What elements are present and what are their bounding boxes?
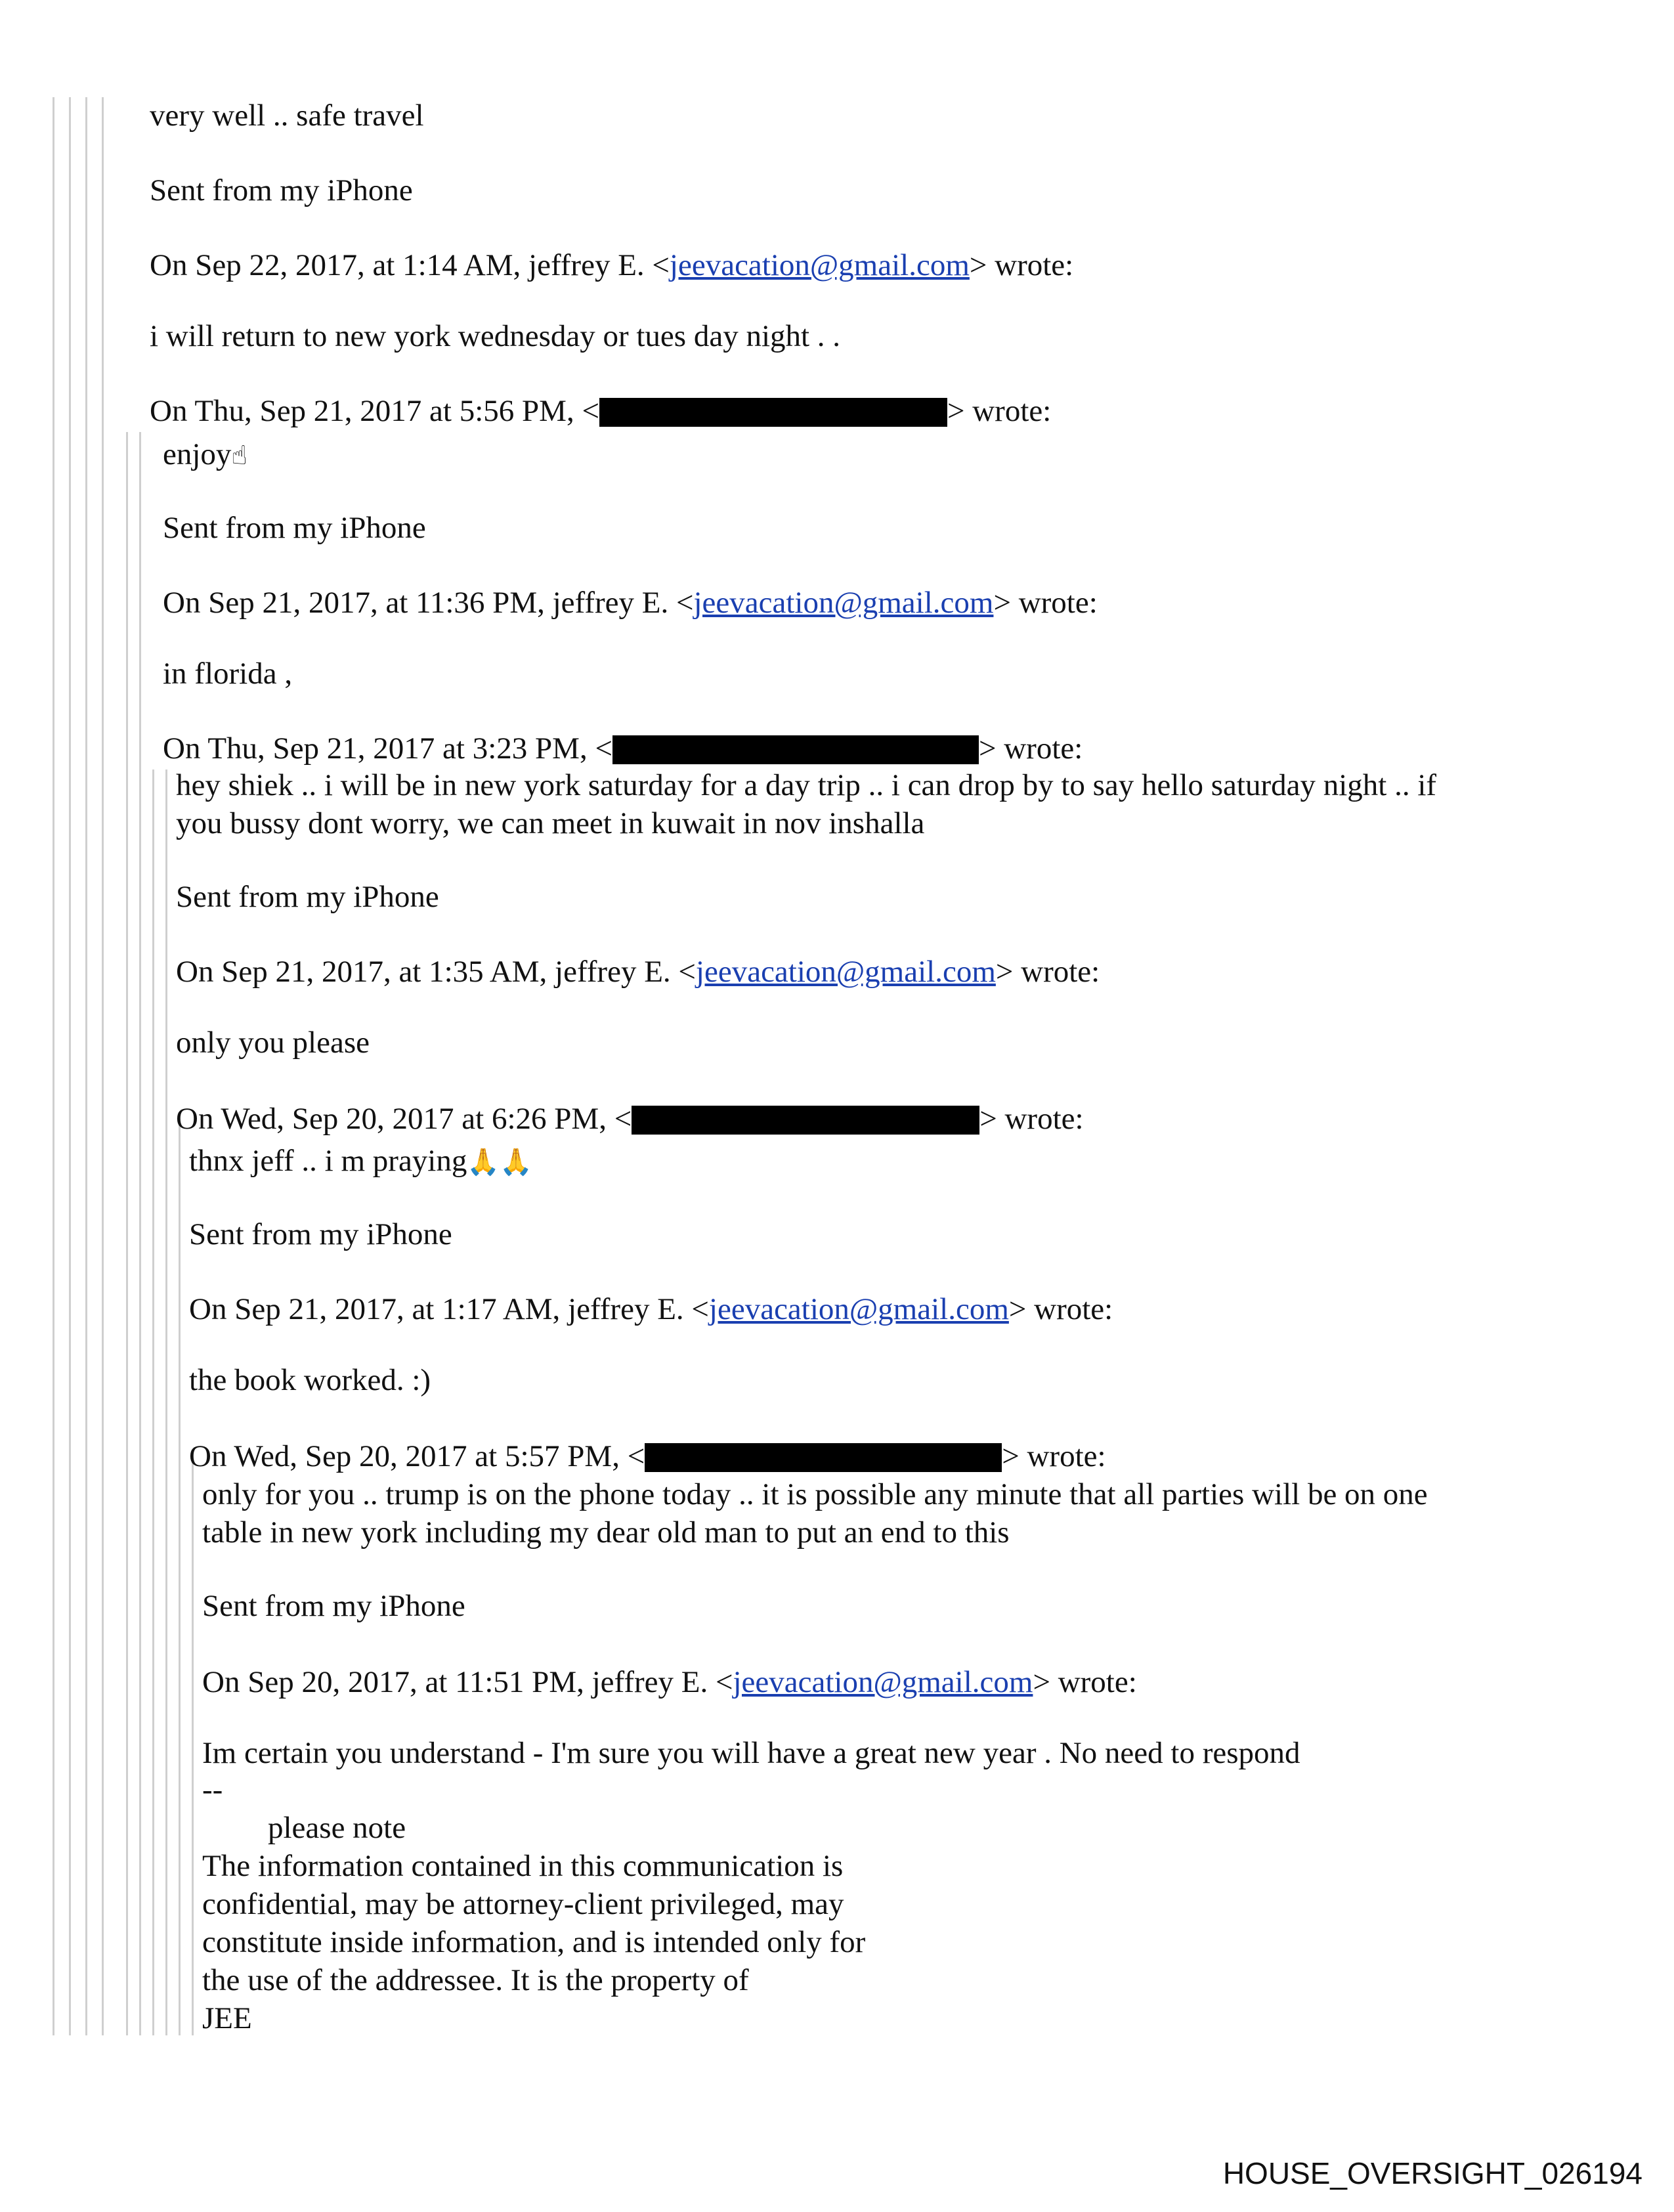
reply-header-prefix: On Sep 21, 2017, at 1:35 AM, jeffrey E. <	[176, 955, 696, 989]
message-text: enjoy	[163, 437, 232, 471]
reply-header	[176, 953, 1100, 990]
pointing-up-emoji-icon: ☝	[231, 441, 247, 471]
signature: Sent from my iPhone	[176, 880, 439, 914]
reply-header	[163, 730, 1083, 767]
quote-bar	[139, 432, 141, 2035]
message-body: the book worked. :)	[189, 1363, 431, 1397]
message-body: in florida ,	[163, 657, 293, 691]
reply-header	[176, 1100, 1084, 1137]
quote-bar	[126, 432, 128, 2035]
reply-header-prefix: On Sep 22, 2017, at 1:14 AM, jeffrey E. <	[150, 248, 670, 282]
redaction-bar	[599, 398, 947, 427]
reply-header-suffix: > wrote:	[979, 1102, 1084, 1136]
email-link[interactable]: jeevacation@gmail.com	[695, 955, 996, 989]
quote-bar	[69, 97, 71, 2035]
confidentiality-notice: JEE	[202, 2001, 252, 2035]
reply-header	[150, 247, 1073, 284]
quote-bar	[165, 770, 167, 2035]
confidentiality-notice: the use of the addressee. It is the property of	[202, 1963, 749, 1997]
reply-header-prefix: On Sep 21, 2017, at 11:36 PM, jeffrey E. <	[163, 586, 694, 620]
email-link[interactable]: jeevacation@gmail.com	[693, 586, 994, 620]
message-body	[189, 1142, 532, 1181]
reply-header-prefix: On Sep 21, 2017, at 1:17 AM, jeffrey E. <	[189, 1292, 709, 1326]
message-body: only you please	[176, 1026, 370, 1060]
message-text: thnx jeff .. i m praying	[189, 1144, 467, 1178]
signature: Sent from my iPhone	[202, 1589, 465, 1623]
email-link[interactable]: jeevacation@gmail.com	[733, 1665, 1033, 1699]
quote-bar	[192, 1459, 194, 2035]
quote-bar	[102, 97, 104, 2035]
reply-header-suffix: > wrote:	[947, 394, 1052, 428]
reply-header-prefix: On Thu, Sep 21, 2017 at 3:23 PM, <	[163, 731, 612, 766]
message-body: you bussy dont worry, we can meet in kuwait in nov inshalla	[176, 806, 925, 840]
message-body	[163, 436, 247, 474]
reply-header-suffix: > wrote:	[969, 248, 1074, 282]
reply-header-prefix: On Sep 20, 2017, at 11:51 PM, jeffrey E. <	[202, 1665, 733, 1699]
message-body: only for you .. trump is on the phone today .. it is possible any minute that all parties will be on one	[202, 1477, 1428, 1511]
email-link[interactable]: jeevacation@gmail.com	[708, 1292, 1009, 1326]
signature: Sent from my iPhone	[189, 1217, 452, 1251]
reply-header-suffix: > wrote:	[1002, 1439, 1106, 1473]
reply-header-prefix: On Thu, Sep 21, 2017 at 5:56 PM, <	[150, 394, 599, 428]
redaction-bar	[632, 1106, 979, 1135]
reply-header-prefix: On Wed, Sep 20, 2017 at 5:57 PM, <	[189, 1439, 645, 1473]
reply-header-suffix: > wrote:	[978, 731, 1083, 766]
reply-header-prefix: On Wed, Sep 20, 2017 at 6:26 PM, <	[176, 1102, 632, 1136]
bates-number: HOUSE_OVERSIGHT_026194	[1222, 2156, 1642, 2190]
quote-bar	[179, 1121, 181, 2035]
signature: Sent from my iPhone	[163, 511, 426, 545]
reply-header-suffix: > wrote:	[1033, 1665, 1137, 1699]
redaction-bar	[645, 1443, 1002, 1472]
message-body: very well .. safe travel	[150, 98, 424, 133]
confidentiality-notice: constitute inside information, and is intended only for	[202, 1925, 866, 1959]
confidentiality-notice: confidential, may be attorney-client privileged, may	[202, 1887, 844, 1921]
reply-header	[189, 1438, 1106, 1475]
reply-header	[202, 1664, 1137, 1701]
confidentiality-notice: The information contained in this communication is	[202, 1849, 844, 1883]
message-body: i will return to new york wednesday or tues day night . .	[150, 319, 841, 353]
signature: Sent from my iPhone	[150, 173, 413, 207]
message-body: table in new york including my dear old man to put an end to this	[202, 1515, 1010, 1550]
reply-header-suffix: > wrote:	[993, 586, 1098, 620]
message-body: hey shiek .. i will be in new york saturday for a day trip .. i can drop by to say hello saturday night .. if	[176, 768, 1437, 802]
reply-header-suffix: > wrote:	[995, 955, 1100, 989]
reply-header-suffix: > wrote:	[1008, 1292, 1113, 1326]
praying-hands-emoji-icon: 🙏🙏	[467, 1147, 532, 1177]
reply-header	[189, 1291, 1113, 1328]
confidentiality-title: please note	[268, 1811, 406, 1845]
reply-header	[150, 393, 1051, 429]
signature-dashes: --	[202, 1773, 223, 1807]
email-link[interactable]: jeevacation@gmail.com	[669, 248, 970, 282]
quote-bar	[53, 97, 54, 2035]
quote-bar	[152, 770, 154, 2035]
redaction-bar	[612, 735, 979, 764]
reply-header	[163, 584, 1098, 621]
quote-bar	[85, 97, 87, 2035]
message-body: Im certain you understand - I'm sure you will have a great new year . No need to respond	[202, 1736, 1300, 1770]
